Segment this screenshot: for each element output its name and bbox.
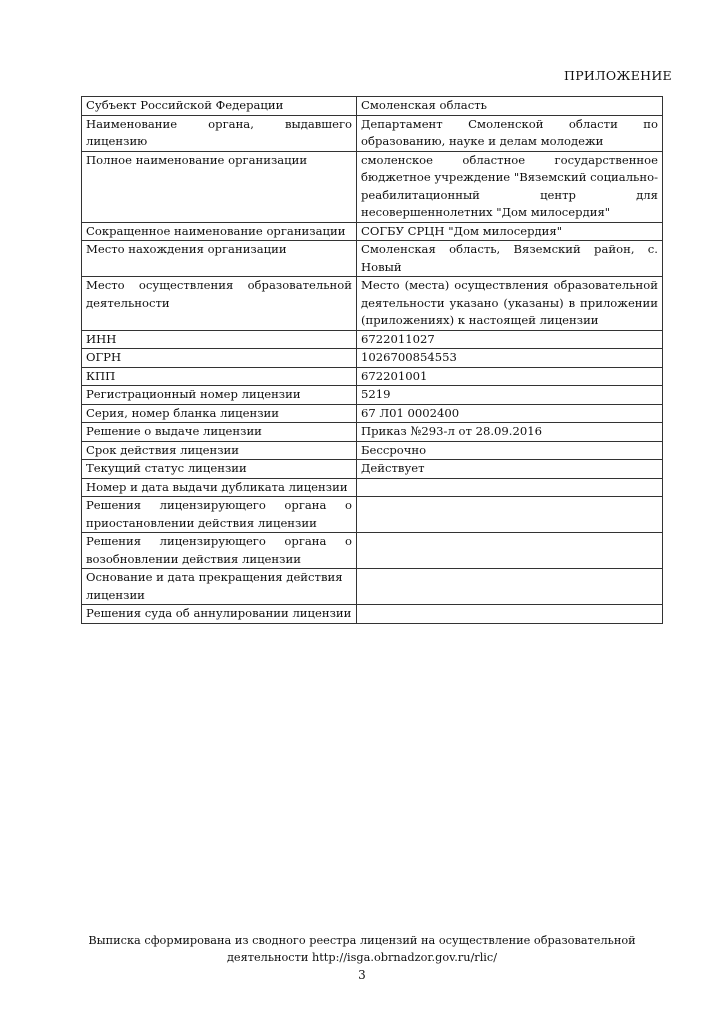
- row-value: 6722011027: [357, 330, 663, 349]
- row-label: Решения лицензирующего органа о приостановлении действия лицензии: [82, 497, 357, 533]
- table-row-activity-place: [82, 277, 663, 331]
- table-row-blank-series: [82, 404, 663, 423]
- row-label: Сокращенное наименование организации: [82, 222, 357, 241]
- row-value: смоленское областное государственное бюджетное учреждение "Вяземский социально-реабилитационный центр для несовершеннолетних "Дом милосердия": [357, 151, 663, 222]
- table-row-annulment: [82, 605, 663, 624]
- row-label: Субъект Российской Федерации: [82, 97, 357, 116]
- table-row-subject: [82, 97, 663, 116]
- row-label: Номер и дата выдачи дубликата лицензии: [82, 478, 357, 497]
- row-label: Срок действия лицензии: [82, 441, 357, 460]
- table-row-issue-decision: [82, 423, 663, 442]
- table-row-ogrn: [82, 349, 663, 368]
- row-value: 5219: [357, 386, 663, 405]
- table-row-suspension: [82, 497, 663, 533]
- footer-line: Выписка сформирована из сводного реестра лицензий на осуществление образовательной: [88, 934, 636, 947]
- row-label: КПП: [82, 367, 357, 386]
- row-label: Место осуществления образовательной деятельности: [82, 277, 357, 331]
- table-row-issuing-body: [82, 115, 663, 151]
- row-value: 1026700854553: [357, 349, 663, 368]
- row-value: Место (места) осуществления образовательной деятельности указано (указаны) в приложении (приложениях) к настоящей лицензии: [357, 277, 663, 331]
- row-value: [357, 497, 663, 533]
- table-row-short-name: [82, 222, 663, 241]
- row-label: Текущий статус лицензии: [82, 460, 357, 479]
- row-value: 67 Л01 0002400: [357, 404, 663, 423]
- row-value: [357, 569, 663, 605]
- table-row-validity: [82, 441, 663, 460]
- footer-line: деятельности http://isga.obrnadzor.gov.ru/rlic/: [226, 951, 498, 964]
- document-heading: ПРИЛОЖЕНИЕ: [564, 68, 672, 83]
- table-row-location: [82, 241, 663, 277]
- table-row-inn: [82, 330, 663, 349]
- row-label: Решения лицензирующего органа о возобновлении действия лицензии: [82, 533, 357, 569]
- page-number: 3: [358, 968, 366, 982]
- row-value: Действует: [357, 460, 663, 479]
- row-value: Департамент Смоленской области по образованию, науке и делам молодежи: [357, 115, 663, 151]
- row-value: Смоленская область: [357, 97, 663, 116]
- row-value: Приказ №293-л от 28.09.2016: [357, 423, 663, 442]
- row-value: [357, 478, 663, 497]
- row-label: Серия, номер бланка лицензии: [82, 404, 357, 423]
- row-label: Полное наименование организации: [82, 151, 357, 222]
- table-row-termination: [82, 569, 663, 605]
- row-value: Бессрочно: [357, 441, 663, 460]
- row-label: Основание и дата прекращения действия лицензии: [82, 569, 357, 605]
- row-label: Решения суда об аннулировании лицензии: [82, 605, 357, 624]
- table-row-status: [82, 460, 663, 479]
- table-row-duplicate: [82, 478, 663, 497]
- row-value: Смоленская область, Вяземский район, с. Новый: [357, 241, 663, 277]
- row-label: Место нахождения организации: [82, 241, 357, 277]
- table-row-resumption: [82, 533, 663, 569]
- row-label: Наименование органа, выдавшего лицензию: [82, 115, 357, 151]
- table-row-full-name: [82, 151, 663, 222]
- row-value: [357, 533, 663, 569]
- row-label: Решение о выдаче лицензии: [82, 423, 357, 442]
- table-row-kpp: [82, 367, 663, 386]
- row-value: СОГБУ СРЦН "Дом милосердия": [357, 222, 663, 241]
- license-table: [81, 96, 663, 624]
- row-label: ИНН: [82, 330, 357, 349]
- row-label: Регистрационный номер лицензии: [82, 386, 357, 405]
- row-label: ОГРН: [82, 349, 357, 368]
- table-row-reg-number: [82, 386, 663, 405]
- row-value: [357, 605, 663, 624]
- document-footer: [0, 932, 724, 966]
- row-value: 672201001: [357, 367, 663, 386]
